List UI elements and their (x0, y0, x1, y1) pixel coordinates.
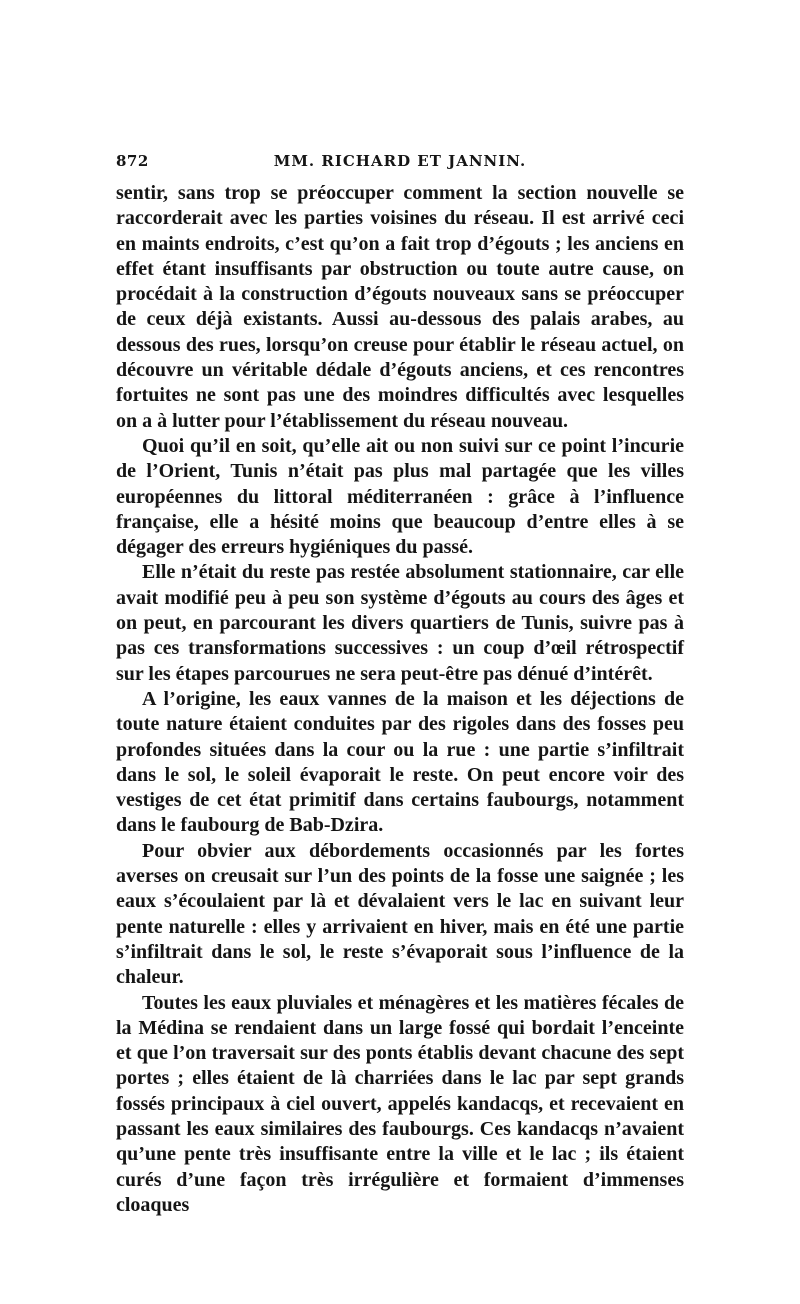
paragraph: Elle n’était du reste pas restée absolument stationnaire, car elle avait modifié peu à peu son système d’égouts au cours des âges et on peut, en parcourant les divers quartiers de Tunis, suivre pas à pas ces transformations successives : un coup d’œil rétrospectif sur les étapes parcourues ne sera peut-être pas dénué d’intérêt. (116, 561, 684, 685)
paragraph: Pour obvier aux débordements occasionnés par les fortes averses on creusait sur l’un des points de la fosse une saignée ; les eaux s’écoulaient par là et dévalaient vers le lac en suivant leur pente naturelle : elles y arrivaient en hiver, mais en été une partie s’infiltrait dans le sol, le reste s’évaporait sous l’influence de la chaleur. (116, 839, 684, 989)
paragraph: Toutes les eaux pluviales et ménagères et les matières fécales de la Médina se rendaient dans un large fossé qui bordait l’enceinte et que l’on traversait sur des ponts établis devant chacune des sept portes ; elles étaient de là charriées dans le lac par sept grands fossés principaux à ciel ouvert, appelés kandacqs, et recevaient en passant les eaux similaires des faubourgs. Ces kandacqs n’avaient qu’une pente très insuffisante entre la ville et le lac ; ils étaient curés d’une façon très irrégulière et formaient d’immenses cloaques (116, 991, 684, 1216)
paragraph-continuation: sentir, sans trop se préoccuper comment la section nouvelle se raccorderait avec les parties voisines du réseau. Il est arrivé ceci en maints endroits, c’est qu’on a fait trop d’égouts ; les anciens en effet étant insuffisants par obstruction ou toute autre cause, on procédait à la construction d’égouts nouveaux sans se préoccuper de ceux déjà existants. Aussi au-dessous des palais arabes, au dessous des rues, lorsqu’on creuse pour établir le réseau actuel, on découvre un véritable dédale d’égouts anciens, et ces rencontres fortuites ne sont pas une des moindres difficultés avec lesquelles on a à lutter pour l’établissement du réseau nouveau. (116, 182, 684, 432)
paragraph: Quoi qu’il en soit, qu’elle ait ou non suivi sur ce point l’incurie de l’Orient, Tunis n’était pas plus mal partagée que les villes européennes du littoral méditerranéen : grâce à l’influence française, elle a hésité moins que beaucoup d’entre elles à se dégager des erreurs hygiéniques du passé. (116, 434, 684, 559)
running-title: MM. RICHARD ET JANNIN. (273, 152, 527, 170)
running-head (116, 152, 684, 176)
paragraph: A l’origine, les eaux vannes de la maison et les déjections de toute nature étaient conduites par des rigoles dans des fosses peu profondes situées dans la cour ou la rue : une partie s’infiltrait dans le sol, le soleil évaporait le reste. On peut encore voir des vestiges de cet état primitif dans certains faubourgs, notamment dans le faubourg de Bab-Dzira. (116, 687, 684, 837)
page-number: 872 (116, 152, 149, 170)
body-text (116, 181, 684, 1218)
